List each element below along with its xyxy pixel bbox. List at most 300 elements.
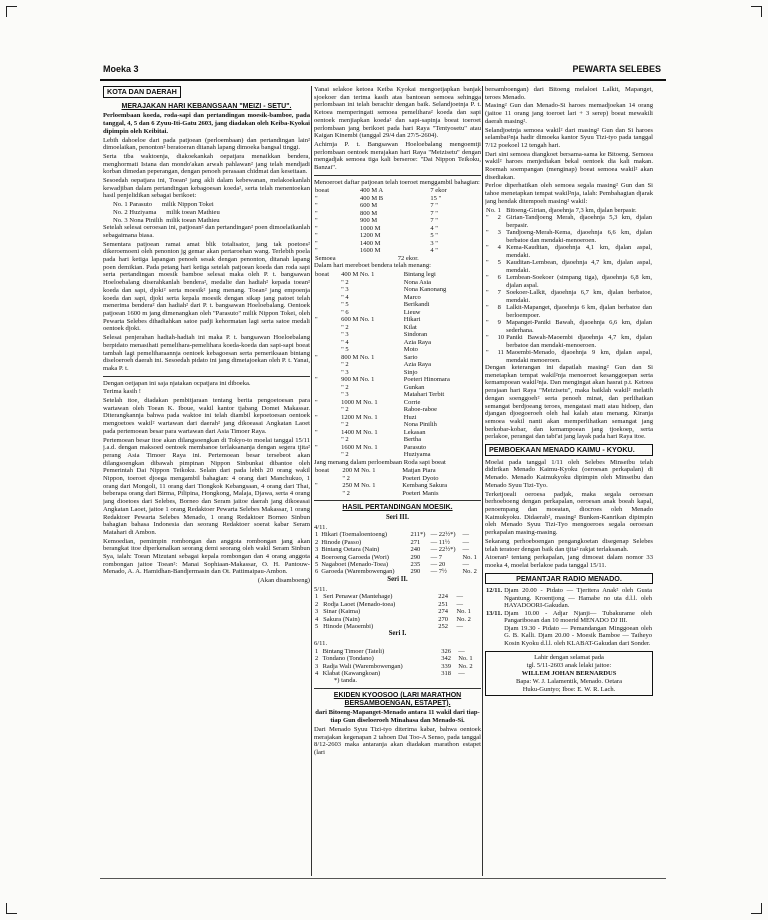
entry-row: [314, 202, 481, 210]
table-cell: Kembang Sakura: [402, 482, 448, 490]
paragraph: Atoeran² tentang perkapalan, jang dimoeat dalam nomor 33 moeka 4, moelai berlakoe pada tanggal 15/11.: [485, 554, 653, 569]
series-label: Seri II.: [387, 575, 408, 583]
table-cell: [314, 279, 340, 287]
table-cell: Tandjoeng-Merah-Kema, djaoehnja 6,6 km, djalan berbatoe dan mendaki-menoeroen.: [506, 229, 652, 244]
footnote: *) tanda.: [334, 677, 358, 685]
entries-total: [314, 255, 481, 263]
paragraph: Sekarang perhoeboengan pengangkoetan disegenap Selebes telah teratoer dengan baik dan tjita² rakjat terlaksanah.: [485, 537, 653, 553]
table-cell: 5: [315, 561, 319, 569]
result-row: [314, 616, 481, 623]
paragraph: Pertemoean besar itoe akan dilangsoengkan di Tokyo-to moelai tanggal 15/11 j.a.d. dengan maksoed oentoek membanoe terlaksananja dengan segera tjita² perang Asia Timoer Raya ini. Pertemoean besar tersebeot akan dilangsoengkan dibawah pimpinan Nippon Sinbunkai dibantoe oleh Pemerintah Dai Nippon Teikoku. Selain dari pada lebih 20 orang wakil Nippon, toeroet djoega mengambil bahagian: 4 orang dari Manchukuo, 1 orang dari Mongoli, 11 orang dari Tiongkok Kebangsaan, 4 orang dari Thai, beberapa orang dari Birma, Pilipina, Hongkong, Malaja, Djawa, serta 4 orang jang dioetoes dari Selebes, Borneo dan Seram jaitoe daerah jang dikoeasai Angkatan Laoet, jaitoe 1 orang Redaktoer Pewarta Selebes Makassar, 1 orang Redaktoer Pewarta Selebes Menado, 1 orang Redaktoer Borneo Sinbun bahagian bahasa Indonesia dan seorang Redaktoer soerat kabar Seram Matahari di Ambon.: [103, 436, 310, 536]
table-cell: Hinode (Passo): [321, 538, 362, 546]
table-cell: [314, 490, 341, 498]
entries-table: [314, 187, 481, 255]
table-cell: Maoembi-Menado, djaoehnja 9 km, djalan aspal, mendaki menoeroen.: [506, 349, 652, 364]
table-cell: ": [315, 239, 318, 247]
paragraph: Perloe diperhatikan oleh semoea segala masing² Gun dan Si tahoe menetapkan tempat wakil²nja, ialah: Pembahagian djarak jang hendak ditempoeh masing² wakil:: [485, 182, 653, 205]
route-row: [485, 259, 653, 274]
newspaper-title: PEWARTA SELEBES: [572, 64, 661, 74]
route-row: [485, 289, 653, 304]
table-cell: 1: [315, 647, 319, 655]
table-cell: Garoeda (Warembowengan): [321, 568, 395, 576]
table-cell: [314, 391, 340, 399]
winner-row: [314, 309, 481, 317]
table-cell: 3: [497, 229, 501, 237]
table-cell: 2: [315, 600, 319, 608]
radio-row: [485, 587, 653, 610]
winner-row: [314, 444, 481, 452]
winner-row: [314, 436, 481, 444]
winner-row: [314, 324, 481, 332]
crop-mark-top-left: [6, 6, 17, 17]
table-cell: ": [486, 319, 489, 327]
result-row: [314, 593, 481, 600]
table-cell: [314, 309, 340, 317]
table-cell: ": [486, 229, 489, 237]
table-cell: ": [315, 232, 318, 240]
table-cell: Bintang Timoer (Tateli): [322, 647, 385, 655]
table-cell: Kema-Kauditan, djaoehnja 4,1 km, djalan aspal, mendaki.: [506, 244, 652, 259]
table-cell: Sario: [403, 353, 418, 361]
winner-row: [314, 271, 481, 279]
continued-note: (Akan disamboeng): [257, 577, 310, 585]
table-cell: 400 M No. 1: [341, 271, 375, 279]
paragraph: Terima kasih !: [103, 388, 141, 396]
result-row: [314, 608, 481, 615]
crop-mark-bottom-right: [751, 903, 762, 914]
winners-table: [314, 271, 481, 459]
paragraph: Kemoedian, pemimpin rombongan dan anggota rombongan jang akan berangkat itoe diperkenalkan seorang demi seorang oleh wakil Seram Sinbun Sya, ialah: Toean Mizutani sebagai kepala rombongan dan 4 orang anggota rombongan jaitoe Toean²: Manai Sophiaan-Makassar, O. H. Pantouw-Menado, A. A. Hamidhan-Bandjermasin dan Ot. Pattimaipau-Ambon.: [103, 537, 310, 576]
table-cell: 271: [410, 538, 421, 546]
table-cell: 4 ": [430, 224, 438, 232]
table-cell: ": [315, 224, 318, 232]
route-row: [485, 334, 653, 349]
table-cell: — 22½*): [430, 546, 456, 554]
table-cell: 800 M No. 1: [341, 353, 375, 361]
table-cell: — 22½*): [430, 531, 456, 539]
table-cell: boeat: [315, 271, 330, 279]
table-cell: 339: [441, 662, 451, 670]
route-row: [485, 207, 653, 215]
roda-row: [314, 475, 481, 483]
route-row: [485, 274, 653, 289]
table-cell: 9: [497, 319, 501, 327]
paragraph: Yanai selakoe ketoea Keiba Kyokai mengoetjapkan banjak sjoekoer dan terima kasih atas bantoean semoea sehingga perlombaan ini telah berachir dengan baik. Selandjoetnja P. t. Ketoea memperingati semoea pemelihara² koeda dan sapi oentoek menjiapkan koeda² dan sapi-sapinja boeat toeroet perlombaan jang berikoet pada hari Raya "Tentyosetu" atau Kaigan Kinembi (tanggal 29/4 dan 27/5-2604).: [314, 86, 481, 140]
paragraph: Jang menang dalam perloembaan Roda sapi boeat: [314, 458, 446, 466]
table-cell: Sindoran: [403, 331, 428, 339]
table-cell: Kilat: [403, 323, 417, 331]
table-cell: Sinjo: [403, 368, 418, 376]
column-1: [103, 86, 310, 872]
roda-row: [314, 482, 481, 490]
entry-row: [314, 240, 481, 248]
table-cell: 3: [315, 546, 319, 554]
table-cell: ": [315, 247, 318, 255]
table-cell: 7 ": [430, 217, 438, 225]
table-cell: 240: [410, 546, 421, 554]
table-cell: 318: [441, 669, 451, 677]
table-cell: ": [315, 482, 318, 490]
paragraph: Moelai pada tanggal 1/11 oleh Selebes Minseibu telah didirikan Menado Kaimu-Kyoku (oeroesan perkapalan) di Menado. Menado Kaimukyoku dipimpin oleh Minseibu dan Menado Syuu Tizi-Tyo.: [485, 458, 653, 489]
date-label: 4/11.: [314, 523, 328, 531]
results-headline: HASIL PERTANDINGAN MOESIK.: [342, 504, 453, 512]
table-cell: Poeteri Dyoto: [402, 474, 439, 482]
table-cell: [314, 436, 340, 444]
table-cell: — 20: [430, 561, 446, 569]
table-cell: 12/11.: [486, 587, 503, 595]
column-divider: [311, 86, 312, 876]
table-cell: 251: [438, 600, 448, 608]
table-cell: 235: [410, 561, 421, 569]
result-row: [314, 670, 481, 677]
paragraph: Sesoedah oepatjara ini, Toean² jang akli dalam kebewanan, melakoekanlah kewadjiban dalam pertandingan kebagoesan koeda², serta telah menentoekan hasil penjelidikan sebagai berikoet:: [103, 177, 310, 200]
radio-headline: PEMANTJAR RADIO MENADO.: [485, 573, 653, 585]
table-cell: ": [486, 244, 489, 252]
total-label: Semoea: [315, 254, 336, 262]
table-cell: [314, 384, 340, 392]
table-cell: " 4: [341, 293, 349, 301]
table-cell: 342: [441, 655, 451, 663]
winner-row: [314, 354, 481, 362]
kaimu-headline: PEMBOEKAAN MENADO KAIMU - KYOKU.: [485, 444, 653, 456]
table-cell: Nona Pinilih: [403, 421, 437, 429]
table-cell: ": [486, 214, 489, 222]
table-cell: [314, 451, 340, 459]
table-cell: ": [486, 259, 489, 267]
divider: [314, 500, 481, 501]
table-cell: Rodja Laoet (Menado-toea): [323, 600, 396, 608]
winner-row: [314, 429, 481, 437]
entry-row: [314, 210, 481, 218]
table-cell: 1400 M: [360, 239, 381, 247]
table-cell: 5 ": [430, 232, 438, 240]
table-cell: Radja Wali (Warembowengan): [322, 662, 403, 670]
entry-row: [314, 247, 481, 255]
table-cell: Corrie: [403, 398, 421, 406]
crop-mark-top-right: [751, 6, 762, 17]
table-cell: 5: [315, 622, 319, 630]
table-cell: No. 2: [456, 615, 471, 623]
table-cell: ": [315, 217, 318, 225]
table-cell: 2: [497, 214, 501, 222]
table-cell: 4 ": [430, 247, 438, 255]
table-cell: ": [315, 202, 318, 210]
winner-row: [314, 301, 481, 309]
notice-line: Bapa: W. J. Lalamentik, Menado. Oetara: [516, 677, 622, 685]
table-cell: ": [315, 209, 318, 217]
result-row: [314, 539, 481, 546]
paragraph: Selesai penjerahan hadiah-hadiah ini maka P. t. bangsawan Hoeloebalang berpidato menasihati pemelihara-pemelihara koeda-koeda dan sapi-sapi boeat tambah lagi pemeliharaannja oentoek kebagoesan serta pemeriksaan bintang diseloeroeh daerah ini. Sesoedah pidato ini jang dimeiajoekan oleh P. t. Yanai, maka P. t.: [103, 334, 310, 372]
table-cell: " 4: [341, 338, 349, 346]
table-cell: " 5: [341, 301, 349, 309]
table-cell: Djam 10.00 - Adjar Njanji— Tubakurame oleh Pangariboean dan 10 moerid MENADO DJ III.: [504, 609, 652, 625]
table-cell: 1600 M No. 1: [341, 443, 378, 451]
table-cell: 211*): [410, 531, 426, 539]
table-cell: 1: [315, 593, 319, 601]
winner-row: [314, 286, 481, 294]
table-cell: 7 ": [430, 209, 438, 217]
table-cell: Lalkit-Mapanget, djaoehnja 6 km, djalan berbatoe dan berloempoer.: [506, 304, 652, 319]
table-cell: Tondano (Tondano): [322, 655, 374, 663]
table-cell: " 2: [342, 489, 350, 497]
table-cell: Bintang legi: [403, 271, 436, 279]
table-cell: 400 M A: [360, 187, 384, 195]
table-cell: " 6: [341, 308, 349, 316]
table-cell: ": [486, 304, 489, 312]
table-cell: Huziyama: [403, 451, 431, 459]
paragraph: Dengan keterangan ini dapatlah masing² Gun dan Si menetapkan tempat wakil²nja menoeroet kesanggoepan serta kemampoean wakil²nja. Dan mengingat akan hasrat p.t. Ketoea perajaan hari Raya "Meizisetu", maka baiklah wakil² melatih dengan soenggoeh² serta penoeh minat, dan perlihatkan semangat berdjoeang teroes, mengatasi mati atau hidoep, dan djangan djoegoeroeh oleh hal kalah atau menang. Kiranja semoea wakil nanti akan memperlihatkan semangat jang berkobar-kobar, dan kemampoean jang tjoekoep, serta perlakoe, perangai dan tabi'at jang layak pada hari Raya itoe.: [485, 364, 653, 441]
table-cell: 274: [438, 608, 448, 616]
roda-table: [314, 467, 481, 497]
route-row: [485, 349, 653, 364]
table-cell: No. 2: [462, 568, 477, 576]
table-cell: 400 M B: [360, 194, 384, 202]
notice-line: Huku-Guntyo; Iboe: E. W. R. Lach.: [522, 685, 616, 693]
result-row: [314, 601, 481, 608]
route-row: [485, 304, 653, 319]
table-cell: ": [315, 428, 318, 436]
table-cell: ": [315, 353, 318, 361]
table-cell: —: [462, 546, 469, 554]
table-cell: Azia Raya: [403, 361, 432, 369]
table-cell: 1400 M No. 1: [341, 428, 378, 436]
results-table-series-2: [314, 593, 481, 630]
table-cell: 6: [497, 274, 501, 282]
table-cell: Mapanget-Paniki Bawah, djaoehnja 6,6 km, djalan sederhana.: [506, 319, 652, 334]
entry-row: [314, 232, 481, 240]
table-cell: [314, 324, 340, 332]
table-cell: " 3: [341, 391, 349, 399]
roda-row: [314, 490, 481, 498]
table-cell: Hikari (Toemaloentoeng): [321, 531, 388, 539]
entry-row: [314, 195, 481, 203]
paragraph: Serta tiba waktoenja, diakoekankah oepatjara menaikkan bendera, menghormati Istana dan mondo'akan arwah pahlawan² jang telah mendjadi korban dimedan peperangan, dengan penoeh perasaan chidmat dan keseitaan.: [103, 152, 310, 176]
table-cell: 2: [315, 538, 319, 546]
table-cell: No. 1: [456, 608, 471, 616]
route-row: [485, 244, 653, 259]
list-item: No. 3 Nona Pinilih milik toean Mathieu: [113, 216, 220, 224]
table-cell: 900 M: [360, 217, 378, 225]
table-cell: Nona Asia: [403, 278, 432, 286]
entry-row: [314, 225, 481, 233]
table-cell: Boeroeng Garoeda (Wori): [321, 553, 389, 561]
table-cell: " 3: [341, 368, 349, 376]
table-cell: 290: [410, 568, 421, 576]
winner-row: [314, 316, 481, 324]
table-cell: Raboe-raboe: [403, 406, 438, 414]
table-cell: 326: [441, 647, 451, 655]
table-cell: 1200 M No. 1: [341, 413, 378, 421]
table-cell: Klabat (Kawangkoan): [322, 669, 381, 677]
paragraph: Selandjoetnja semoea wakil² dari masing² Gun dan Si haroes selambat²nja hadir dimoeka kantor Syuu Tizi-tyo pada tanggal 7/12 poekoel 12 tengah hari.: [485, 126, 653, 149]
result-row: [314, 568, 481, 575]
table-cell: 600 M: [360, 202, 378, 210]
winner-row: [314, 376, 481, 384]
table-cell: " 2: [341, 406, 349, 414]
route-row: [485, 229, 653, 244]
table-cell: 1000 M No. 1: [341, 398, 378, 406]
table-cell: 4: [315, 615, 319, 623]
table-cell: Girian-Tandjoeng Merah, djaoehnja 5,3 km, djalan berpasir.: [506, 214, 652, 229]
table-cell: 3: [315, 608, 319, 616]
table-cell: 10: [497, 334, 505, 342]
table-cell: Sinar (Kaima): [323, 608, 361, 616]
table-cell: Poeteri Hinomara: [403, 376, 450, 384]
table-cell: Azia Raya: [403, 338, 432, 346]
table-cell: ": [486, 349, 489, 357]
table-cell: —: [458, 647, 465, 655]
route-row: [485, 319, 653, 334]
result-row: [314, 554, 481, 561]
table-cell: [314, 286, 340, 294]
table-cell: " 2: [341, 383, 349, 391]
table-cell: —: [462, 561, 469, 569]
list-item: No. 1 Parasuto milik Nippon Tokei: [113, 201, 214, 209]
result-row: [314, 655, 481, 662]
table-cell: Matjan Piara: [402, 467, 436, 475]
radio-row: [485, 625, 653, 648]
table-cell: [314, 346, 340, 354]
winner-row: [314, 339, 481, 347]
results-table-series-1: [314, 648, 481, 678]
table-cell: [314, 369, 340, 377]
table-cell: 3 ": [430, 239, 438, 247]
table-cell: No. 2: [458, 662, 473, 670]
table-cell: [314, 475, 341, 483]
table-cell: " 2: [341, 436, 349, 444]
date-label: 6/11.: [314, 640, 328, 648]
paragraph: Dalam hari mereboet bendera telah menang:: [314, 262, 431, 270]
table-cell: Lekasan: [403, 428, 426, 436]
paragraph: Dengan oetjapan ini saja njatakan ocpatjara ini diboeka.: [103, 379, 251, 387]
table-cell: " 2: [341, 421, 349, 429]
article-lead: Perloembaan koeda, roda-sapi dan pertandingan moesik-bamboe, pada tanggal, 4, 5 dan 6 Zyuu-Iti-Gatu 2603, jang diadakan oleh Keiba-Kyokai dipimpin oleh Keibitai.: [103, 112, 310, 135]
table-cell: [314, 294, 340, 302]
winner-row: [314, 451, 481, 459]
table-cell: " 2: [341, 361, 349, 369]
table-cell: Parasuto: [403, 443, 427, 451]
table-cell: Bitoeng-Girian, djaoehnja 7,3 km, djalan berpasir.: [506, 206, 637, 214]
table-cell: —: [456, 622, 463, 630]
table-cell: ": [315, 443, 318, 451]
table-cell: 224: [438, 593, 448, 601]
table-cell: 252: [438, 622, 448, 630]
table-cell: boeat: [315, 467, 330, 475]
table-cell: Nona Kanonang: [403, 286, 447, 294]
table-cell: " 3: [341, 286, 349, 294]
notice-line: tgl. 5/11-2603 anak lelaki jaitoe:: [526, 662, 612, 670]
table-cell: 1: [497, 206, 501, 214]
divider: [314, 175, 481, 176]
table-cell: " 2: [341, 451, 349, 459]
table-cell: " 2: [342, 474, 350, 482]
paragraph: bersamboengan) dari Bitoeng melaloei Lalkit, Mapanget, teroes Menado.: [485, 86, 653, 101]
winner-row: [314, 391, 481, 399]
result-row: [314, 663, 481, 670]
paragraph: Sementara patjoean ramai amat blik totalisator, jang tak poetoes² dikeroemoeni oleh penonton jg gemar akan pertaroehan wang. Terlebih poela pada hari ketiga lapangan penoeh sesak dengan penonton, ditanah lapang poen demikian. Pada petang hari ketiga setelah patjoean koeda dan roda sapi serta pertandingan moesik bamboe selesai maka oleh P. t. bangsawan Hoeloebalang diserahkanlah bendera², medalie dan hadiah² kepada toean² koeda dan sapi, djoki² serta moesik² jang menang. Toean² jang empoenja koeda dan sapi, djoki serta kepala moesik dengan sikap jang patoet telah menerima bendera² dan hadiah² dari P. t. bangsawan Hoeloebalang. Oentoek patjoean 1600 m jang dimenangkan oleh "Parasuto" milik Nippon Tokei, oleh Pewarta Selebes dihadiahkan satoe padji kehormatan lagi serta satoe medali oentoek djoki.: [103, 240, 310, 333]
table-cell: Hikari: [403, 316, 421, 324]
table-cell: No. 1: [458, 655, 473, 663]
table-cell: ": [315, 316, 318, 324]
section-label: KOTA DAN DAERAH: [103, 86, 181, 98]
table-cell: Berikandi: [403, 301, 430, 309]
page-number: Moeka 3: [103, 64, 139, 74]
ekiden-subhead: dari Bitoeng-Mapanget-Menado antara 11 wakil dari tiap-tiap Gun diseloeroeh Minahasa dan Menado-Si.: [315, 709, 480, 725]
table-cell: " 2: [341, 278, 349, 286]
series-label: Seri III.: [385, 514, 410, 522]
table-cell: 290: [410, 553, 421, 561]
birth-notice: [485, 651, 653, 696]
table-cell: " 5: [341, 346, 349, 354]
paragraph: Terketjoeali oeroesa padjak, maka segala oeroesan berhoeboeng dengan perkapalan, oeroesan anak boeah kapal, penoempang dan moeatan, diocroes oleh Menado Kaimukyoku. Didaerah², masing² Bunken-Kanrikan dipimpin oleh Menado Syuu Tizi-Tyo mengoeroes segala oeroesan perkapalan masing-masing.: [485, 490, 653, 537]
table-cell: " 2: [341, 323, 349, 331]
table-cell: 11: [497, 349, 504, 357]
table-cell: 800 M: [360, 209, 378, 217]
table-cell: Bintang Oetara (Nain): [321, 546, 380, 554]
table-cell: Poeteri Manis: [402, 489, 439, 497]
column-3: [485, 86, 653, 872]
table-cell: 8: [497, 304, 501, 312]
table-cell: —: [456, 600, 463, 608]
table-cell: [314, 331, 340, 339]
winner-row: [314, 406, 481, 414]
table-cell: 250 M No. 1: [342, 482, 376, 490]
table-cell: Gunkan: [403, 383, 425, 391]
table-cell: Djam 19.30 - Pidato — Pemandangan Minggoean oleh G. B. Kalli. Djam 20.00 - Moesik Bamboe — Taiheyo Kosin Kyoku d.l.l. oleh KLABAT-Gakudan dari Sonder.: [504, 624, 652, 647]
paragraph: Setelah itoe, diadakan pembitjaraan tentang berita pengoetoesan para wartawan oleh Toean K. Iboue, wakil kantor tjabang Domei Makassar. Diterangkannja bahwa pada waktoe ini telah diambil kepoetoesan oentoek mengoetoes wakil² wartawan dari daerah² jang dikoeasai Angkatan Laoet pada pertemoean besar para wartawan dari Asia Timoer Raya.: [103, 397, 310, 435]
table-cell: [314, 301, 340, 309]
table-cell: [485, 625, 503, 648]
entry-row: [314, 217, 481, 225]
table-cell: ": [486, 334, 489, 342]
table-cell: — 7: [430, 553, 442, 561]
table-cell: 1200 M: [360, 232, 381, 240]
table-cell: Kauditan-Lembean, djaoehnja 4,7 km, djalan aspal, mendaki.: [506, 259, 652, 274]
winner-row: [314, 361, 481, 369]
table-cell: 200 M No. 1: [342, 467, 376, 475]
table-cell: ": [315, 194, 318, 202]
list-item: No. 2 Huziyama milik toean Mathieu: [113, 208, 220, 216]
result-row: [314, 648, 481, 655]
winner-row: [314, 294, 481, 302]
footer-rule: [100, 878, 666, 879]
table-cell: 4: [497, 244, 501, 252]
table-cell: No.: [486, 206, 496, 214]
table-cell: 6: [315, 568, 319, 576]
table-cell: Soekoer-Lalkit, djaoehnja 6,7 km, djalan berbatoe, mendaki.: [506, 289, 652, 304]
table-cell: No. 1: [462, 553, 477, 561]
table-cell: Bertha: [403, 436, 422, 444]
radio-schedule: [485, 587, 653, 647]
result-row: [314, 623, 481, 630]
winner-row: [314, 399, 481, 407]
table-cell: 15 ": [430, 194, 442, 202]
table-cell: —: [456, 593, 463, 601]
winner-row: [314, 384, 481, 392]
table-cell: Lembean-Soekoer (simpang tiga), djaoehnja 6,8 km, djalan aspal.: [506, 274, 652, 289]
table-cell: Huzi: [403, 413, 417, 421]
table-cell: —: [462, 531, 469, 539]
date-label: 5/11.: [314, 585, 328, 593]
table-cell: 3: [315, 662, 319, 670]
winner-row: [314, 346, 481, 354]
table-cell: ": [486, 274, 489, 282]
winner-row: [314, 369, 481, 377]
table-cell: 7: [497, 289, 501, 297]
route-table: [485, 207, 653, 365]
result-row: [314, 561, 481, 568]
notice-line: Lahir dengan selamat pada: [534, 654, 604, 662]
